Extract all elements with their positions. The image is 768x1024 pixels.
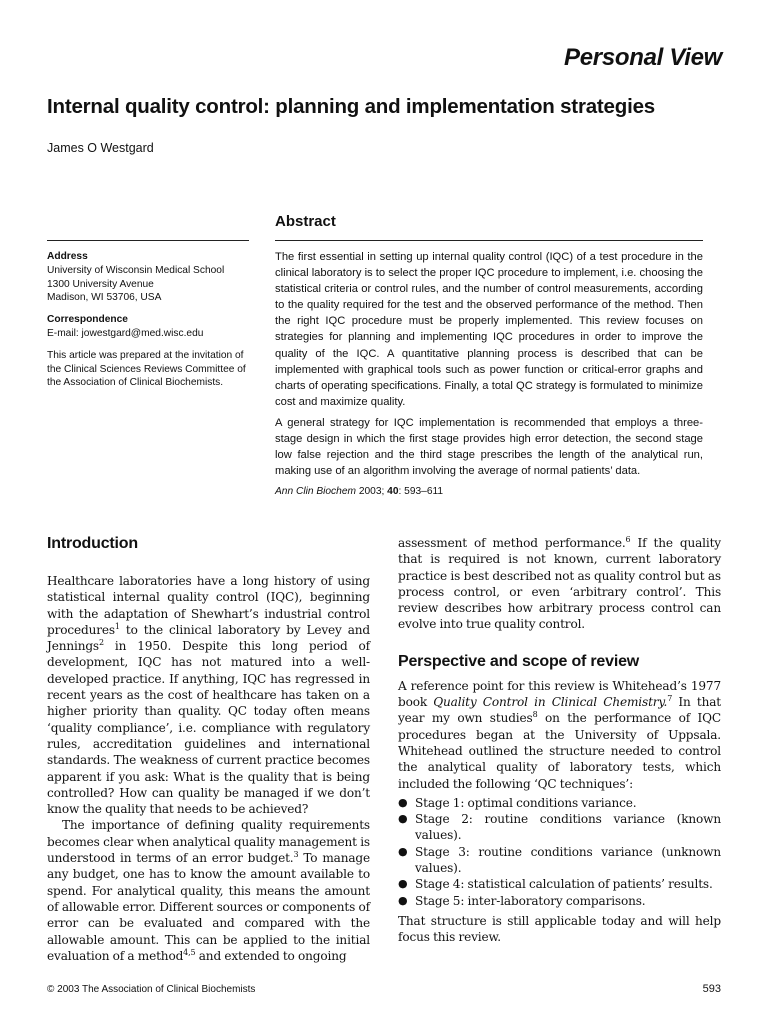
list-item: ● Stage 5: inter-laboratory comparisons. (398, 893, 721, 909)
section-tag: Personal View (564, 44, 722, 71)
abstract-paragraph: The first essential in setting up internal quality control (IQC) of a test procedure in the clinical laboratory is to select the proper IQC procedure to implement, i.e. choosing the statistical criteria or control rules, and the number of control measurements, according to the quality required for the test and the observed performance of the method. Then the right IQC procedure must be properly implemented. This review focuses on strategies for planning and implementing IQC procedures in order to improve the quality of the IQC. A quantitative planning process is described that can be implemented with graphical tools such as power function or critical-error graphs and charts of operating specifications. Finally, a total QC strategy is formulated to minimize cost and maximize quality. (275, 251, 703, 408)
address-line: Madison, WI 53706, USA (47, 292, 162, 304)
address-line: University of Wisconsin Medical School (47, 264, 225, 276)
body-paragraph: Healthcare laboratories have a long history of using statistical internal quality control (IQC), beginning with the adaptation of Shewhart’s industrial control procedures$^1$ to the clinical laboratory by Levey and Jennings$^2$ in 1950. Despite this long period of development, IQC has not matured into a well-developed practice. If anything, IQC has regressed in recent years as the cost of healthcare has taken on a higher priority than quality. QC today often means ‘quality compliance’, i.e. compliance with regulatory rules, accreditation guidelines and international standards. The weakness of current practice becomes apparent if you ask: What is the quality that is being controlled? How can quality be managed if we don’t know the quality that needs to be achieved? (47, 574, 370, 817)
abstract-paragraph: A general strategy for IQC implementation is recommended that employs a three-stage design in which the first stage provides high error detection, the second stage low false rejection and the third stage prescribes the length of the analytical run, making use of an algorithm involving the average of normal patients’ data. (275, 416, 703, 478)
body-paragraph: That structure is still applicable today and will help focus this review. (398, 913, 721, 945)
body-paragraph: assessment of method performance.$^6$ If the quality that is required is not known, current laboratory practice is best described not as quality control but as process control, or even ‘arbitrary control’. This review describes how arbitrary process control can evolve into true quality control. (398, 534, 721, 632)
list-item: ● Stage 2: routine conditions variance (known values). (398, 811, 721, 844)
copyright: © 2003 The Association of Clinical Biochemists (47, 984, 256, 995)
citation-pages: : 593–611 (398, 486, 444, 498)
address-heading: Address (47, 251, 88, 262)
address-line: 1300 University Avenue (47, 278, 154, 290)
introduction-body (47, 573, 370, 964)
right-column (398, 535, 721, 946)
citation-journal: Ann Clin Biochem (275, 486, 356, 498)
correspondence-email[interactable]: E-mail: jowestgard@med.wisc.edu (47, 327, 204, 339)
note-line: This article was prepared at the invitation of (47, 349, 244, 361)
list-item: ● Stage 4: statistical calculation of patients’ results. (398, 876, 721, 892)
perspective-heading: Perspective and scope of review (398, 652, 640, 670)
note-line: the Association of Clinical Biochemists. (47, 377, 224, 389)
abstract-heading: Abstract (275, 213, 336, 230)
correspondence-heading: Correspondence (47, 314, 128, 326)
article-title: Internal quality control: planning and implementation strategies (47, 95, 655, 118)
citation-year: 2003; (358, 486, 385, 498)
perspective-body (398, 678, 721, 946)
continued-text (398, 535, 721, 633)
author-info-panel (47, 240, 249, 398)
list-item: ● Stage 1: optimal conditions variance. (398, 795, 721, 811)
citation (275, 484, 703, 500)
page-number: 593 (702, 983, 721, 995)
citation-volume: 40 (387, 486, 399, 498)
address-block (47, 250, 249, 305)
body-paragraph: The importance of defining quality requirements becomes clear when analytical quality management is understood in terms of an error budget.$^3$ To manage any budget, one has to know the amount available to spend. For analytical quality, this means the amount of allowable error. Different sources or components of error can be evaluated and compared with the allowable amount. This can be applied to the initial evaluation of a method$^{4,5}$ and extended to ongoing (47, 818, 370, 963)
abstract-body (275, 240, 703, 500)
invitation-note (47, 349, 249, 390)
correspondence-block (47, 313, 249, 341)
introduction-heading: Introduction (47, 535, 138, 552)
body-paragraph: A reference point for this review is Whitehead’s 1977 book Quality Control in Clinical Chemistry.$^7$ In that year my own studies$^8$ on the performance of IQC procedures began at the University of Uppsala. Whitehead outlined the structure needed to control the analytical quality of laboratory tests, which included the following ‘QC techniques’: (398, 678, 722, 791)
stage-list (398, 795, 721, 909)
author-name: James O Westgard (47, 141, 154, 155)
list-item: ● Stage 3: routine conditions variance (unknown values). (398, 844, 721, 877)
left-column (47, 535, 370, 964)
note-line: the Clinical Sciences Reviews Committee of (47, 363, 246, 375)
